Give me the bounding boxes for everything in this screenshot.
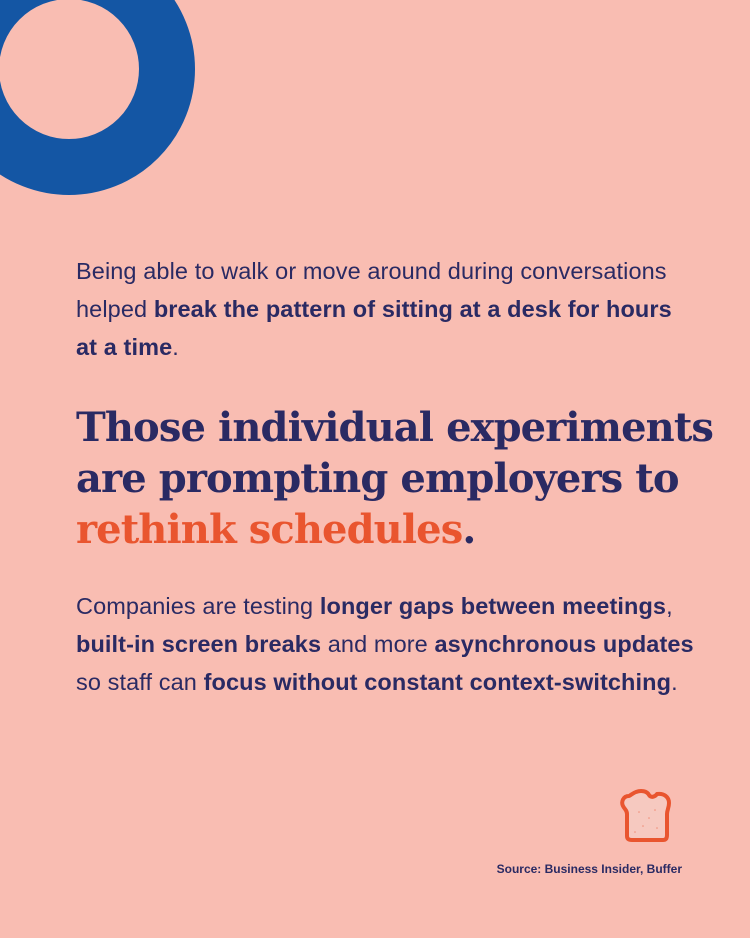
headline: [76, 402, 736, 555]
paragraph-emphasis: asynchronous updates: [434, 631, 694, 657]
paragraph-text: Companies are testing: [76, 593, 320, 619]
paragraph-text: .: [172, 334, 179, 360]
source-caption: Source: Business Insider, Buffer: [496, 862, 682, 876]
headline-accent: rethink schedules: [76, 506, 463, 553]
paragraph-emphasis: break the pattern of sitting at a desk for hours at a time: [76, 296, 672, 360]
paragraph-text: ,: [666, 593, 673, 619]
body-paragraph: [76, 587, 696, 701]
decorative-ring: [0, 0, 195, 195]
intro-paragraph: [76, 252, 696, 366]
paragraph-text: Being able to walk or move around during conversations helped: [76, 258, 667, 322]
paragraph-text: so staff can: [76, 669, 204, 695]
bread-slice-icon: [619, 784, 671, 842]
paragraph-emphasis: focus without constant context-switching: [203, 669, 672, 695]
paragraph-emphasis: longer gaps between meetings: [319, 593, 667, 619]
paragraph-text: and more: [321, 631, 435, 657]
headline-text: Those individual experiments are prompting employers to: [76, 404, 714, 502]
paragraph-emphasis: built-in screen breaks: [76, 631, 322, 657]
headline-period: .: [462, 506, 476, 553]
paragraph-text: .: [671, 669, 678, 695]
